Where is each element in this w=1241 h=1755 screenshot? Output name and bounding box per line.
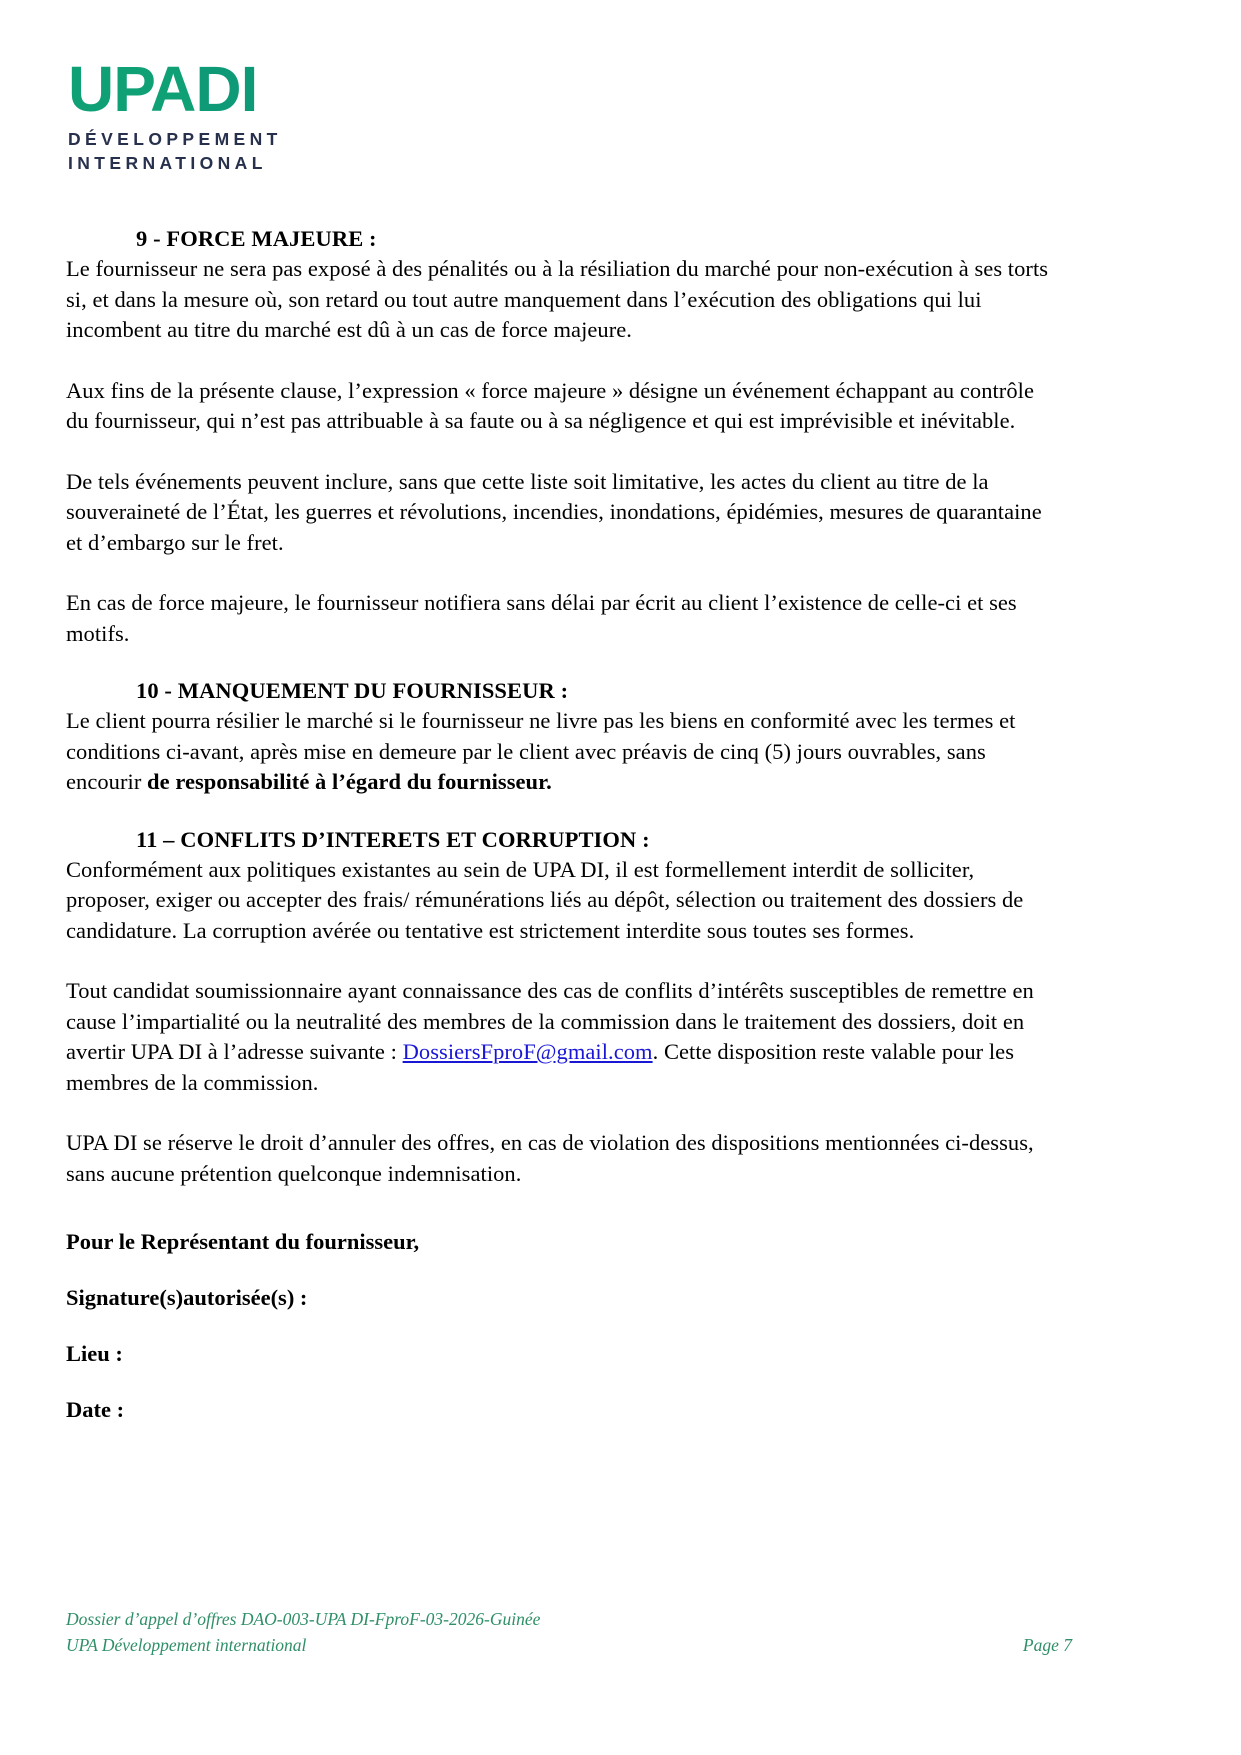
section-9-paragraph-1: Le fournisseur ne sera pas exposé à des pénalités ou à la résiliation du marché pour non-exécution à ses torts si, et dans la mesure où, son retard ou tout autre manquement dans l’exécution des obligations qui lui incombent au titre du marché est dû à un cas de force majeure. <box>66 256 1049 342</box>
footer-row-2 <box>66 1632 1076 1658</box>
heading-section-10: 10 - MANQUEMENT DU FOURNISSEUR : <box>136 678 569 703</box>
section-9-paragraph-3: De tels événements peuvent inclure, sans que cette liste soit limitative, les actes du client au titre de la souveraineté de l’État, les guerres et révolutions, incendies, inondations, épidémies, mesures de quarantaine et d’embargo sur le fret. <box>66 468 1042 555</box>
logo-subtitle-line2: INTERNATIONAL <box>68 153 267 173</box>
signature-label-date: Date : <box>66 1397 125 1422</box>
section-10-text: Le client pourra résilier le marché si le fournisseur ne livre pas les biens en conformité avec les termes et conditions ci-avant, après mise en demeure par le client avec préavis de cinq (5) jours ouvrables, sans encourir <box>66 708 1016 794</box>
section-10-paragraph-1 <box>66 706 1052 798</box>
logo-subtitle-line1: DÉVELOPPEMENT <box>68 129 282 149</box>
section-9-paragraph-4: En cas de force majeure, le fournisseur notifiera sans délai par écrit au client l’existence de celle-ci et ses motifs. <box>66 590 1017 646</box>
upadi-logo <box>68 53 368 175</box>
signature-label-authorized: Signature(s)autorisée(s) : <box>66 1285 308 1310</box>
heading-section-11: 11 – CONFLITS D’INTERETS ET CORRUPTION : <box>136 826 650 852</box>
signature-label-representative: Pour le Représentant du fournisseur, <box>66 1229 420 1254</box>
logo-wordmark-di: DI <box>195 53 258 125</box>
contact-email-link[interactable]: DossiersFproF@gmail.com <box>402 1039 653 1064</box>
signature-block <box>66 1227 1052 1425</box>
footer-reference: Dossier d’appel d’offres DAO-003-UPA DI-FproF-03-2026-Guinée <box>66 1609 541 1629</box>
footer-row-1 <box>66 1606 1076 1632</box>
heading-section-9: 9 - FORCE MAJEURE : <box>136 226 377 251</box>
section-11-paragraph-3: UPA DI se réserve le droit d’annuler des offres, en cas de violation des dispositions mentionnées ci-dessus, sans aucune prétention quelconque indemnisation. <box>66 1130 1034 1186</box>
logo-wordmark <box>68 53 368 125</box>
document-body <box>66 212 1052 1425</box>
section-9-paragraph-2: Aux fins de la présente clause, l’expression « force majeure » désigne un événement échappant au contrôle du fournisseur, qui n’est pas attribuable à sa faute ou à sa négligence et qui est imprévisible et inévitable. <box>66 377 1034 433</box>
page-footer <box>66 1606 1076 1658</box>
section-11-text-after-link: . Cette disposition reste valable pour les membres de la commission. <box>66 1039 1015 1095</box>
section-11-paragraph-2 <box>66 976 1052 1098</box>
signature-label-place: Lieu : <box>66 1341 123 1366</box>
footer-page-number: Page 7 <box>1022 1635 1072 1655</box>
footer-organization: UPA Développement international <box>66 1635 307 1655</box>
logo-wordmark-upa: UPA <box>68 53 196 125</box>
section-10-text-bold: de responsabilité à l’égard du fournisseur. <box>147 769 552 794</box>
section-11-text-before-link: Tout candidat soumissionnaire ayant connaissance des cas de conflits d’intérêts susceptibles de remettre en cause l’impartialité ou la neutralité des membres de la commission dans le traitement des dossiers, doit en avertir UPA DI à l’adresse suivante : <box>66 978 1034 1064</box>
section-11-paragraph-1: Conformément aux politiques existantes au sein de UPA DI, il est formellement interdit de solliciter, proposer, exiger ou accepter des frais/ rémunérations liés au dépôt, sélection ou traitement des dossiers de candidature. La corruption avérée ou tentative est strictement interdite sous toutes ses formes. <box>66 856 1024 943</box>
